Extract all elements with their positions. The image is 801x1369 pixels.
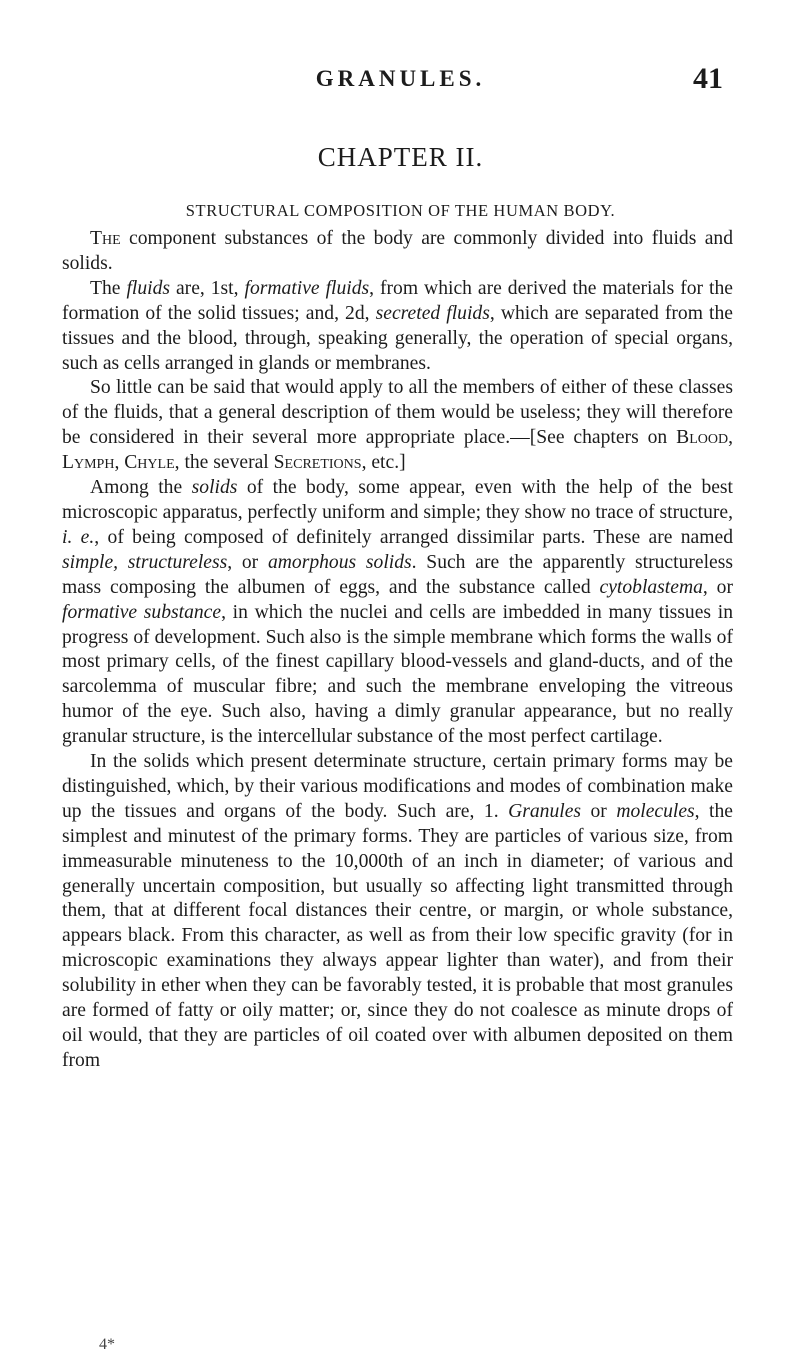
body-text <box>62 227 733 1074</box>
chapter-title: CHAPTER II. <box>317 142 484 172</box>
paragraph-3 <box>62 376 733 476</box>
text-run: , the several <box>174 452 274 474</box>
text-run: . Such are the apparently structureless mass composing the albumen of eggs, and the substance called <box>62 551 733 598</box>
signature-mark: 4* <box>99 1336 115 1353</box>
text-run: , <box>114 452 125 474</box>
paragraph-5 <box>62 750 733 1074</box>
lead-word: The <box>90 228 121 249</box>
text-run: , from which are derived the materials for the formation of the solid tissues; and, 2d, <box>62 277 733 324</box>
paragraph-4 <box>62 476 733 750</box>
text-run: , <box>728 427 733 449</box>
italic-term: molecules <box>616 800 695 822</box>
text-run: The <box>90 277 127 299</box>
italic-term: solids <box>191 477 238 499</box>
text-run: So little can be said that would apply to all the members of either of these classes of the fluids, that a general description of them would be useless; they will therefore be considered in their several more appropriate place.—[See chapters on <box>62 377 733 449</box>
page-number: 41 <box>693 62 723 95</box>
italic-term: secreted fluids <box>375 302 490 324</box>
italic-term: cytoblastema <box>599 576 703 598</box>
text-run: , the simplest and minutest of the primary forms. They are particles of various size, from immeasurable minuteness to the 10,000th of an inch in diameter; of various and generally uncertain composition, but usually so affecting light transmitted through them, that at different focal distances their centre, or margin, or whole substance, appears black. From this character, as well as from their low specific gravity (for in microscopic examinations they always appear lighter than water), and from their solubility in ether when they can be favorably tested, it is probable that most granules are formed of fatty or oily matter; or, since they do not coalesce as minute drops of oil would, that they are particles of oil coated over with albumen deposited on them from <box>62 800 733 1071</box>
chapter-ref: Chyle <box>124 452 175 474</box>
italic-term: formative substance <box>62 601 222 623</box>
italic-term: i. e. <box>62 526 95 548</box>
text-run: , in which the nuclei and cells are imbedded in many tissues in progress of development. Such also is the simple membrane which forms the walls of most primary cells, of the finest capillary blood-vessels and gland-ducts, and of the sarcolemma of muscular fibre; and such the membrane enveloping the vitreous humor of the eye. Such also, having a dimly granular appearance, but no really granular structure, is the intercellular substance of the most perfect cartilage. <box>62 601 733 748</box>
text-run: , etc.] <box>361 452 406 474</box>
chapter-ref: Secretions <box>273 452 362 474</box>
paragraph-2 <box>62 277 733 377</box>
text-run: In the solids which present determinate structure, certain primary forms may be distinguished, which, by their various modifications and modes of combination make up the tissues and organs of the body. Such are, 1. <box>62 751 733 822</box>
text-run: , or <box>227 551 268 573</box>
chapter-subtitle: STRUCTURAL COMPOSITION OF THE HUMAN BODY. <box>185 201 616 220</box>
italic-term: simple, structureless <box>62 551 228 573</box>
text-run: , or <box>702 576 733 598</box>
text-run: or <box>581 800 617 822</box>
running-title: GRANULES. <box>315 66 486 91</box>
chapter-ref: Lymph <box>62 452 115 474</box>
running-head <box>0 62 801 102</box>
text-run: , which are separated from the tissues and the blood, through, speaking generally, the operation of special organs, such as cells arranged in glands or membranes. <box>62 302 733 374</box>
italic-term: fluids <box>126 277 170 299</box>
text-run: of the body, some appear, even with the help of the best microscopic apparatus, perfectly uniform and simple; they show no trace of structure, <box>62 477 734 523</box>
paragraph-1 <box>62 227 733 277</box>
italic-term: formative fluids <box>244 277 370 299</box>
chapter-ref: Blood <box>676 427 729 449</box>
text-run: , of being composed of definitely arranged dissimilar parts. These are named <box>94 526 733 548</box>
italic-term: Granules <box>508 800 582 822</box>
text-run: component substances of the body are commonly divided into fluids and solids. <box>62 228 733 274</box>
text-run: are, 1st, <box>170 277 245 299</box>
text-run: Among the <box>90 477 192 499</box>
italic-term: amorphous solids <box>267 551 412 573</box>
